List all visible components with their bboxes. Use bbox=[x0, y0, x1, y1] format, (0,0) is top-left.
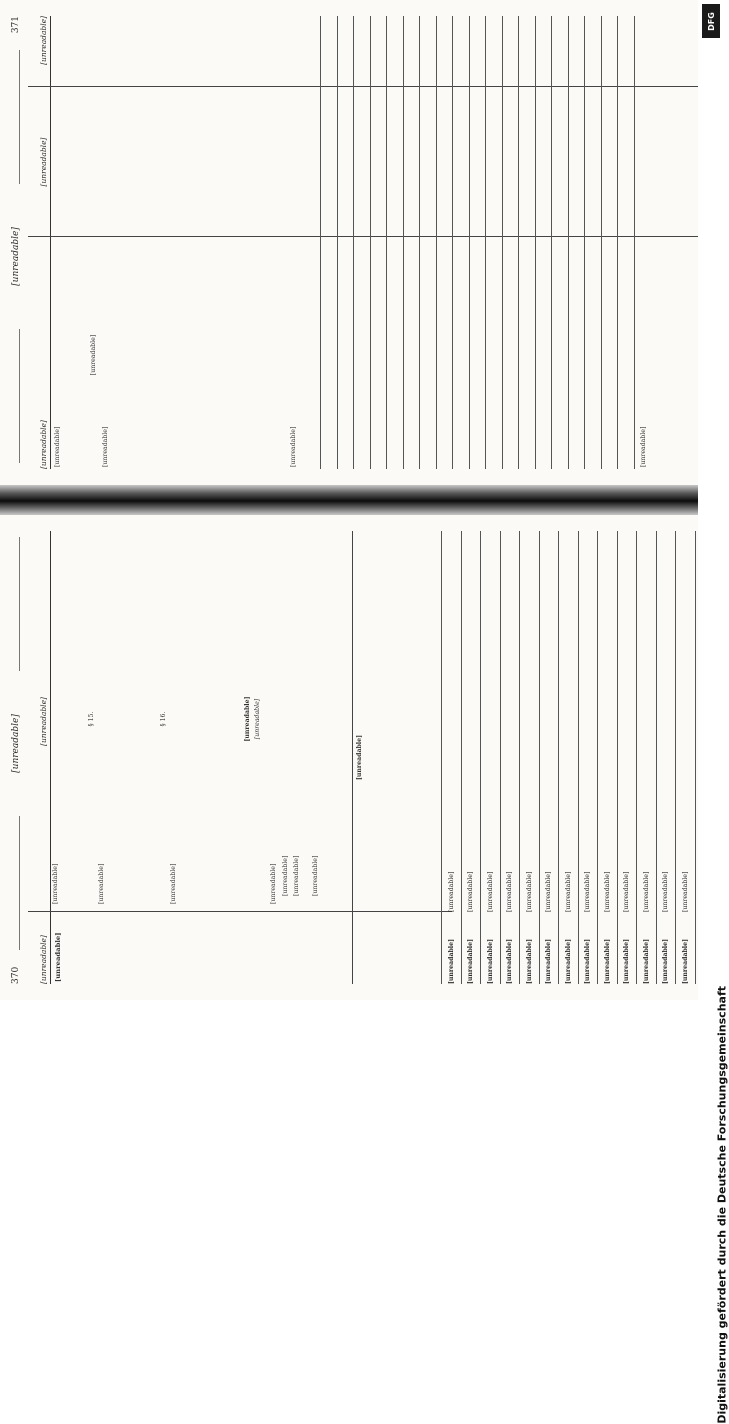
blank-ledger-row bbox=[386, 16, 403, 469]
row-text: [unreadable] bbox=[681, 871, 689, 912]
blank-ledger-row bbox=[617, 16, 634, 469]
row-text: [unreadable] bbox=[467, 871, 475, 912]
left-page-number: 370 bbox=[10, 966, 21, 984]
left-col-header-2: [unreadable] bbox=[39, 697, 48, 746]
right-head-fill-line bbox=[12, 329, 20, 463]
left-margin-label: [unreadable] bbox=[54, 932, 62, 982]
left-subtitle-line: [unreadable] bbox=[254, 698, 261, 740]
row-label: [unreadable] bbox=[447, 938, 455, 984]
row-label: [unreadable] bbox=[525, 938, 533, 984]
left-paragraph-3: [unreadable] bbox=[170, 863, 177, 904]
row-text: [unreadable] bbox=[662, 871, 670, 912]
left-head-fill-line-2 bbox=[12, 537, 20, 671]
table-row bbox=[461, 531, 481, 984]
right-page-number: 371 bbox=[10, 15, 21, 34]
right-ref-1: [unreadable] bbox=[90, 334, 97, 376]
left-head-fill-line bbox=[12, 816, 20, 950]
table-row bbox=[500, 531, 520, 984]
left-list-item-2: [unreadable] bbox=[293, 855, 300, 896]
row-text: [unreadable] bbox=[564, 871, 572, 912]
right-head-title: [unreadable] bbox=[10, 227, 21, 286]
table-row bbox=[636, 531, 656, 984]
blank-ledger-row bbox=[337, 16, 354, 469]
row-text: [unreadable] bbox=[545, 871, 553, 912]
left-page bbox=[0, 515, 722, 1000]
blank-ledger-row bbox=[469, 16, 486, 469]
right-ref-2: [unreadable] bbox=[640, 426, 647, 467]
dfg-logo-text: DFG bbox=[706, 11, 716, 31]
row-label: [unreadable] bbox=[584, 938, 592, 984]
dfg-watermark-strip bbox=[698, 0, 729, 1424]
row-label: [unreadable] bbox=[603, 938, 611, 984]
right-paragraph-2: [unreadable] bbox=[102, 426, 109, 467]
left-list-item-1: [unreadable] bbox=[282, 855, 289, 896]
row-label: [unreadable] bbox=[642, 938, 650, 984]
left-list-intro: [unreadable] bbox=[270, 863, 277, 904]
table-row bbox=[539, 531, 559, 984]
table-row bbox=[480, 531, 500, 984]
right-page bbox=[0, 0, 722, 485]
left-list-item-3: [unreadable] bbox=[312, 855, 319, 896]
row-text: [unreadable] bbox=[623, 871, 631, 912]
table-row bbox=[597, 531, 617, 984]
watermark-text: Digitalisierung gefördert durch die Deutsche Forschungsgemeinschaft bbox=[716, 986, 729, 1424]
row-text: [unreadable] bbox=[506, 871, 514, 912]
blank-ledger-row bbox=[452, 16, 469, 469]
blank-ledger-row bbox=[436, 16, 453, 469]
row-label: [unreadable] bbox=[506, 938, 514, 984]
left-paragraph-1: [unreadable] bbox=[52, 863, 59, 904]
book-gutter bbox=[0, 485, 722, 515]
blank-ledger-row bbox=[403, 16, 420, 469]
row-text: [unreadable] bbox=[525, 871, 533, 912]
left-running-head bbox=[8, 531, 23, 984]
table-row bbox=[558, 531, 578, 984]
row-text: [unreadable] bbox=[584, 871, 592, 912]
left-column-rule bbox=[28, 911, 452, 912]
left-head-title: [unreadable] bbox=[10, 714, 21, 773]
row-text: [unreadable] bbox=[642, 871, 650, 912]
right-col-header-3: [unreadable] bbox=[39, 16, 48, 65]
row-label: [unreadable] bbox=[467, 938, 475, 984]
blank-ledger-row bbox=[584, 16, 601, 469]
table-row bbox=[617, 531, 637, 984]
blank-ledger-row bbox=[419, 16, 436, 469]
dfg-logo bbox=[702, 4, 720, 38]
right-running-head bbox=[8, 16, 23, 469]
row-label: [unreadable] bbox=[486, 938, 494, 984]
right-col-header-1: [unreadable] bbox=[39, 420, 48, 469]
row-label: [unreadable] bbox=[564, 938, 572, 984]
left-paragraph-2: [unreadable] bbox=[98, 863, 105, 904]
left-closing-line: [unreadable] bbox=[356, 735, 363, 781]
left-section-mark-2: § 16. bbox=[160, 711, 167, 727]
blank-ledger-row bbox=[601, 16, 618, 469]
row-text: [unreadable] bbox=[447, 871, 455, 912]
blank-ledger-row bbox=[568, 16, 585, 469]
table-row bbox=[656, 531, 676, 984]
blank-ledger-row bbox=[353, 16, 370, 469]
table-row bbox=[441, 531, 461, 984]
left-title-line: [unreadable] bbox=[244, 696, 251, 742]
right-paragraph-1: [unreadable] bbox=[54, 426, 61, 467]
table-row bbox=[519, 531, 539, 984]
row-text: [unreadable] bbox=[486, 871, 494, 912]
row-label: [unreadable] bbox=[662, 938, 670, 984]
row-label: [unreadable] bbox=[545, 938, 553, 984]
blank-ledger-row bbox=[535, 16, 552, 469]
right-column-headers bbox=[28, 16, 51, 469]
blank-ledger-row bbox=[518, 16, 535, 469]
blank-ledger-row bbox=[320, 16, 337, 469]
blank-ledger-row bbox=[634, 16, 651, 469]
row-text: [unreadable] bbox=[603, 871, 611, 912]
left-register-table bbox=[441, 531, 714, 984]
right-head-fill-line-2 bbox=[12, 50, 20, 184]
left-col-header-1: [unreadable] bbox=[39, 935, 48, 984]
right-col-header-2: [unreadable] bbox=[39, 137, 48, 187]
blank-ledger-row bbox=[502, 16, 519, 469]
table-row bbox=[675, 531, 695, 984]
row-label: [unreadable] bbox=[681, 938, 689, 984]
table-row bbox=[578, 531, 598, 984]
blank-ledger-row bbox=[551, 16, 568, 469]
blank-ledger-row bbox=[485, 16, 502, 469]
right-closing: [unreadable] bbox=[290, 426, 297, 467]
left-section-mark-1: § 15. bbox=[88, 711, 95, 727]
left-column-headers bbox=[28, 531, 51, 984]
row-label: [unreadable] bbox=[623, 938, 631, 984]
right-register-table bbox=[320, 16, 714, 469]
blank-ledger-row bbox=[370, 16, 387, 469]
left-closing-rule bbox=[352, 531, 353, 984]
